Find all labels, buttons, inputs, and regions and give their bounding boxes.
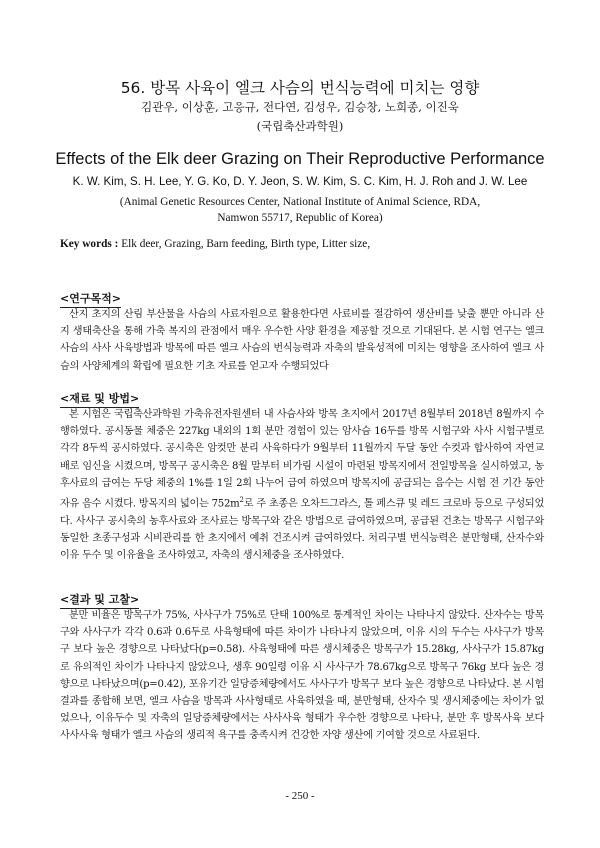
affiliation-korean: (국립축산과학원) bbox=[256, 119, 344, 133]
keywords-text: Elk deer, Grazing, Barn feeding, Birth type, Litter size, bbox=[121, 238, 371, 250]
affiliation-english-line2: Namwon 55717, Republic of Korea) bbox=[217, 212, 383, 224]
section-body-objective: 산지 초지의 산림 부산물을 사슴의 사료자원으로 활용한다면 사료비를 절감하여 생산비를 낮출 뿐만 아니라 산지 생태축산을 통해 가축 복지의 관점에서 매우 우수한 사양 환경을 제공할 것으로 기대된다. 본 시험 연구는 엘크 사슴의 사사 사육방법과 방목에 따른 엘크 사슴의 번식능력과 자축의 발육성적에 미치는 영향을 조사하여 엘크 사슴의 사양체계의 확립에 필요한 기초 자료를 얻고자 수행되었다 bbox=[60, 309, 544, 372]
affiliation-english bbox=[0, 194, 600, 226]
authors-english: K. W. Kim, S. H. Lee, Y. G. Ko, D. Y. Jeon, S. W. Kim, S. C. Kim, H. J. Roh and J. W. Lee bbox=[72, 175, 528, 188]
methods-text-part2: 로 주 초종은 오차드그라스, 톨 페스큐 및 레드 크로바 등으로 구성되었다. 사사구 공시축의 농후사료와 조사료는 방목구와 같은 방법으로 급여하였으며, 공급된 건초는 방목구 시험구와 동일한 초종구성과 시비관리를 한 초지에서 예취 건조시켜 급여하였다. 처리구별 번식능력은 분만형태, 산자수와 이유 두수 및 이유율을 조사하였고, 자축의 생시체중을 조사하였다. bbox=[60, 498, 544, 561]
authors-korean: 김관우, 이상훈, 고응규, 전다연, 김성우, 김승창, 노희종, 이진욱 bbox=[141, 100, 459, 114]
affiliation-english-line1: (Animal Genetic Resources Center, National Institute of Animal Science, RDA, bbox=[119, 196, 481, 208]
section-heading-methods: <재료 및 방법> bbox=[60, 390, 139, 408]
page-number: - 250 - bbox=[285, 790, 315, 802]
keywords bbox=[60, 238, 545, 250]
title-english: Effects of the Elk deer Grazing on Their Reproductive Performance bbox=[55, 150, 545, 168]
section-heading-objective: <연구목적> bbox=[60, 290, 121, 308]
methods-superscript: 2 bbox=[239, 496, 244, 505]
title-korean: 56. 방목 사육이 엘크 사슴의 번식능력에 미치는 영향 bbox=[120, 79, 480, 97]
section-heading-results: <결과 및 고찰> bbox=[60, 591, 139, 609]
keywords-label: Key words : bbox=[60, 238, 119, 250]
section-body-methods bbox=[60, 406, 544, 564]
section-body-results: 분만 비율은 방목구가 75%, 사사구가 75%로 단태 100%로 통계적인 차이는 나타나지 않았다. 산자수는 방목구와 사사구가 각각 0.6과 0.6두로 사육형태에 따른 차이가 나타나지 않았으며, 이유 시의 두수는 사사구가 방목구 보다 높은 경향으로 나타났다(p=0.58). 사육형태에 따른 생시체중은 방목구가 15.28kg, 사사구가 15.87kg로 유의적인 차이가 나타나지 않았으나, 생후 90일령 이유 시 사사구가 78.67kg으로 방목구 76kg 보다 높은 경향으로 나타났으며(p=0.42), 포유기간 일당증체량에서도 사사구가 방목구 보다 높은 경향으로 나타났다. 본 시험 결과를 종합해 보면, 엘크 사슴을 방목과 사사형태로 사육하였을 때, 분만형태, 산자수 및 생시체중에는 차이가 없었으나, 이유두수 및 자축의 일당증체량에서는 사사사육 형태가 우수한 경향으로 나타나, 분만 후 방목사육 보다 사사사육 형태가 엘크 사슴의 생리적 욕구를 충족시켜 건강한 자양 생산에 기여할 것으로 사료된다. bbox=[60, 610, 544, 742]
methods-text-part1: 본 시험은 국립축산과학원 가축유전자원센터 내 사슴사와 방목 초지에서 2017년 8월부터 2018년 8월까지 수행하였다. 공시동물 체중은 227kg 내외의 1회 분만 경험이 있는 암사슴 16두를 방목 시험구와 사사 시험구별로 각각 8두씩 공시하였다. 공시축은 암컷만 분리 사육하다가 9월부터 11월까지 두달 동안 수컷과 합사하여 자연교배로 임신을 시켰으며, 방목구 공시축은 8월 말부터 비가림 시설이 마련된 방목지에서 전일방목을 실시하였고, 농후사료의 급여는 두당 체중의 1%를 1일 2회 나누어 급여 하였으며 방목지에 공급되는 음수는 시험 전 기간 동안 자유 음수 시켰다. 방목지의 넓이는 752m bbox=[60, 409, 544, 510]
